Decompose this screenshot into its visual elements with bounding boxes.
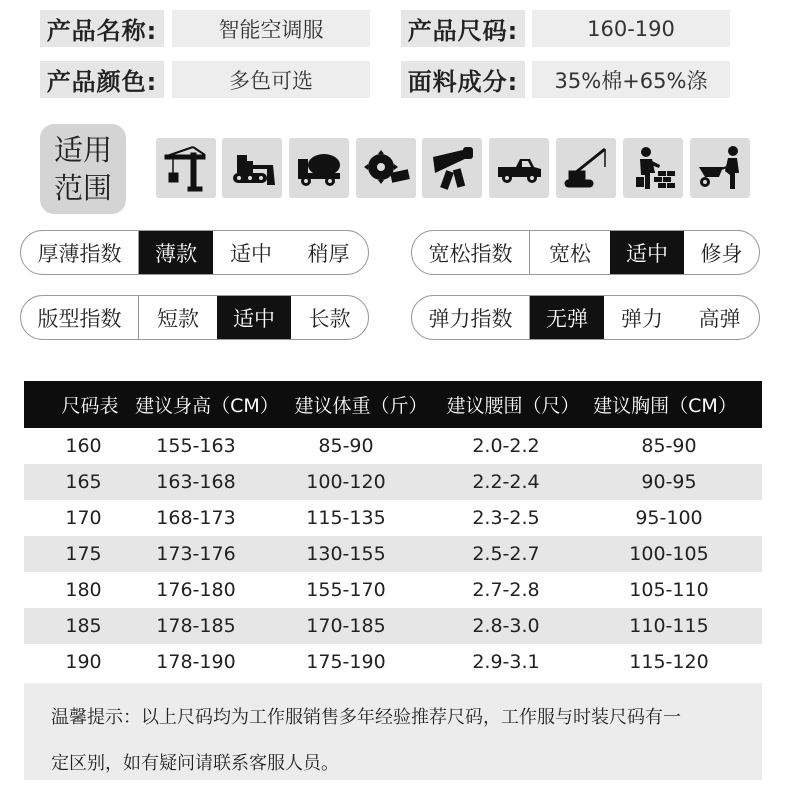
row-height: 178-185: [156, 615, 236, 637]
row-waist: 2.2-2.4: [472, 471, 540, 493]
table-row: [24, 464, 762, 500]
length-option-long[interactable]: 长款: [308, 306, 351, 331]
header-chest: 建议胸围（CM）: [593, 395, 737, 417]
row-chest: 110-115: [629, 615, 709, 637]
row-waist: 2.9-3.1: [472, 651, 540, 673]
table-row: [24, 536, 762, 572]
looseness-option-loose[interactable]: 宽松: [549, 241, 591, 266]
row-waist: 2.3-2.5: [472, 507, 540, 529]
row-weight: 85-90: [318, 435, 374, 457]
thickness-option-thin[interactable]: 薄款: [139, 231, 213, 274]
table-row: [24, 608, 762, 644]
length-index-title: 版型指数: [21, 296, 139, 339]
header-height: 建议身高（CM）: [135, 395, 279, 417]
product-color-value: 多色可选: [172, 61, 370, 98]
table-row: [24, 644, 762, 680]
row-weight: 175-190: [306, 651, 386, 673]
elasticity-option-high[interactable]: 高弹: [698, 306, 741, 331]
header-waist: 建议腰围（尺）: [446, 395, 580, 417]
row-waist: 2.8-3.0: [472, 615, 540, 637]
usage-scope-label: [40, 124, 126, 214]
row-chest: 115-120: [629, 651, 709, 673]
row-weight: 115-135: [306, 507, 386, 529]
thickness-option-medium[interactable]: 适中: [230, 241, 272, 266]
elasticity-index-title: 弹力指数: [412, 296, 530, 339]
product-name-value: 智能空调服: [172, 10, 370, 47]
row-weight: 100-120: [306, 471, 386, 493]
crawler-crane-icon: [556, 138, 616, 198]
row-height: 178-190: [156, 651, 236, 673]
row-weight: 170-185: [306, 615, 386, 637]
length-option-medium[interactable]: 适中: [217, 296, 291, 339]
row-size: 175: [65, 543, 102, 565]
cement-mixer-icon: [289, 138, 349, 198]
wheelbarrow-worker-icon: [690, 138, 750, 198]
notice-line-1: 温馨提示：以上尺码均为工作服销售多年经验推荐尺码，工作服与时装尺码有一: [51, 707, 681, 728]
row-height: 155-163: [156, 435, 236, 457]
row-size: 190: [65, 651, 102, 673]
row-waist: 2.7-2.8: [472, 579, 540, 601]
row-size: 160: [65, 435, 102, 457]
row-waist: 2.5-2.7: [472, 543, 540, 565]
fabric-label: 面料成分:: [401, 61, 525, 98]
elasticity-option-none[interactable]: 无弹: [530, 296, 604, 339]
product-size-label: 产品尺码:: [401, 10, 525, 47]
usage-label-line1: 适用: [53, 133, 112, 167]
row-chest: 85-90: [641, 435, 697, 457]
row-chest: 105-110: [629, 579, 709, 601]
row-size: 170: [65, 507, 102, 529]
product-name-label: 产品名称:: [40, 10, 164, 47]
row-chest: 100-105: [629, 543, 709, 565]
product-size-value: 160-190: [532, 10, 730, 47]
row-size: 165: [65, 471, 102, 493]
usage-label-line2: 范围: [53, 171, 112, 205]
table-row: [24, 428, 762, 464]
tower-crane-icon: [156, 138, 216, 198]
size-notice: [24, 683, 762, 780]
looseness-index-title: 宽松指数: [412, 231, 530, 274]
notice-line-2: 定区别，如有疑问请联系客服人员。: [51, 753, 339, 774]
bricklayer-icon: [623, 138, 683, 198]
row-chest: 95-100: [635, 507, 703, 529]
length-option-short[interactable]: 短款: [157, 306, 199, 331]
fabric-value: 35%棉+65%涤: [532, 61, 730, 98]
hand-saw-icon: [422, 138, 482, 198]
thickness-index: [20, 230, 369, 275]
row-weight: 130-155: [306, 543, 386, 565]
table-row: [24, 500, 762, 536]
row-size: 180: [65, 579, 102, 601]
size-table-header: [24, 381, 762, 428]
row-height: 173-176: [156, 543, 236, 565]
row-height: 163-168: [156, 471, 236, 493]
product-color-label: 产品颜色:: [40, 61, 164, 98]
length-index: [20, 295, 369, 340]
looseness-option-slim[interactable]: 修身: [700, 241, 743, 266]
row-waist: 2.0-2.2: [472, 435, 540, 457]
bulldozer-icon: [222, 138, 282, 198]
looseness-index: [411, 230, 760, 275]
circular-saw-icon: [356, 138, 416, 198]
row-height: 176-180: [156, 579, 236, 601]
pickup-truck-icon: [489, 138, 549, 198]
size-table: [24, 381, 762, 680]
elasticity-index: [411, 295, 760, 340]
header-size: 尺码表: [61, 395, 119, 417]
row-weight: 155-170: [306, 579, 386, 601]
header-weight: 建议体重（斤）: [294, 395, 428, 417]
table-row: [24, 572, 762, 608]
thickness-option-thick[interactable]: 稍厚: [307, 241, 350, 266]
row-size: 185: [65, 615, 102, 637]
thickness-index-title: 厚薄指数: [21, 231, 139, 274]
elasticity-option-stretch[interactable]: 弹力: [621, 306, 663, 331]
row-height: 168-173: [156, 507, 236, 529]
looseness-option-medium[interactable]: 适中: [610, 231, 684, 274]
row-chest: 90-95: [641, 471, 697, 493]
